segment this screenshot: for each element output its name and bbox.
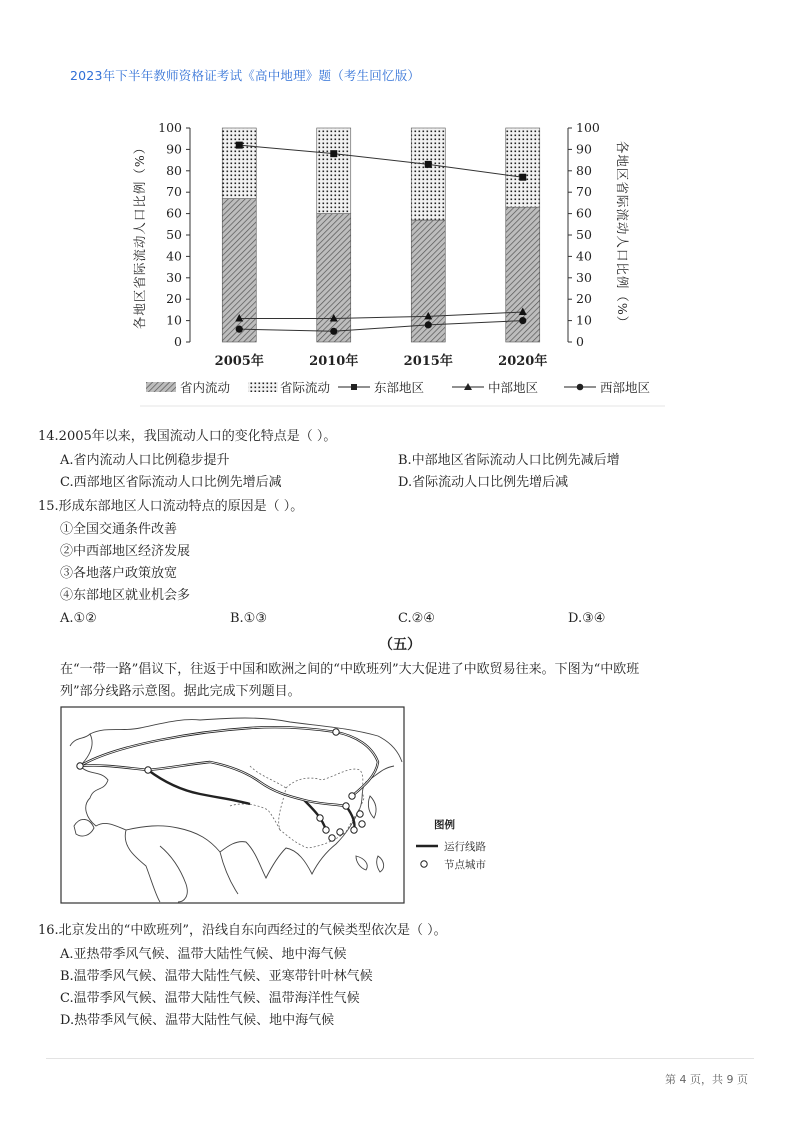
y-tick-label-right: 20 [576, 291, 592, 307]
q14-option-b[interactable]: B.中部地区省际流动人口比例先减后增 [398, 453, 620, 468]
section-title: （五） [379, 637, 421, 653]
bar-inter-province [317, 128, 351, 214]
x-tick-label: 2005年 [214, 354, 264, 369]
point-west [330, 328, 337, 335]
y-tick-label-right: 60 [576, 205, 592, 221]
q15-option-c[interactable]: C.②④ [398, 611, 435, 626]
y-axis-label-left: 各地区省际流动人口比例（%） [132, 140, 147, 330]
legend-marker-east [351, 384, 357, 390]
legend-swatch-intra [146, 382, 176, 392]
y-tick-label-right: 70 [576, 184, 592, 200]
y-axis-label-right: 各地区省际流动人口比例（%） [615, 140, 630, 330]
legend-node-city-icon [421, 861, 427, 867]
q16-option-c[interactable]: C.温带季风气候、温带大陆性气候、温带海洋性气候 [60, 991, 360, 1006]
x-tick-label: 2020年 [498, 354, 548, 369]
line-series-2 [239, 321, 523, 332]
chart-legend [146, 380, 650, 395]
y-tick-label-right: 40 [576, 248, 592, 264]
q15-stem: 15.形成东部地区人口流动特点的原因是（ ）。 [38, 499, 304, 514]
q15-item-3: ③各地落户政策放宽 [60, 566, 178, 581]
y-tick-label-left: 40 [166, 248, 182, 264]
railway-route-map [60, 706, 500, 906]
y-tick-label-right: 90 [576, 141, 592, 157]
y-tick-label-left: 50 [166, 227, 182, 242]
y-tick-label-right: 0 [576, 334, 584, 349]
y-tick-label-right: 100 [576, 120, 600, 135]
q14-stem: 14.2005年以来，我国流动人口的变化特点是（ ）。 [38, 429, 337, 444]
point-west [236, 326, 243, 333]
q15-option-d[interactable]: D.③④ [568, 611, 606, 626]
legend-label-west: 西部地区 [600, 380, 651, 395]
y-tick-label-left: 10 [166, 312, 182, 328]
legend-label-east: 东部地区 [374, 380, 425, 395]
intro-line-1: 在“一带一路”倡议下，往返于中国和欧洲之间的“中欧班列”大大促进了中欧贸易往来。下图为“中欧班 [60, 662, 640, 677]
q15-item-2: ②中西部地区经济发展 [60, 544, 191, 559]
point-east [236, 142, 243, 149]
migration-chart [130, 110, 680, 410]
bar-intra-province [317, 214, 351, 342]
map-legend-title: 图例 [434, 819, 455, 831]
y-tick-label-left: 70 [166, 184, 182, 200]
y-tick-label-left: 60 [166, 205, 182, 221]
y-tick-label-right: 50 [576, 227, 592, 242]
intro-line-2: 列”部分线路示意图。据此完成下列题目。 [60, 684, 301, 699]
legend-label-central: 中部地区 [488, 380, 539, 395]
page-number: 第 4 页，共 9 页 [665, 1073, 748, 1086]
line-series-1 [239, 312, 523, 318]
legend-swatch-inter [248, 382, 278, 392]
map-legend [416, 818, 486, 871]
q15-option-a[interactable]: A.①② [60, 611, 97, 626]
y-tick-label-left: 0 [174, 334, 182, 349]
y-tick-label-right: 80 [576, 162, 592, 178]
q16-option-a[interactable]: A.亚热带季风气候、温带大陆性气候、地中海气候 [60, 947, 347, 962]
line-series-0 [239, 145, 523, 177]
point-east [425, 161, 432, 168]
y-tick-label-right: 30 [576, 269, 592, 285]
point-west [425, 321, 432, 328]
y-tick-label-left: 80 [166, 162, 182, 178]
x-tick-label: 2015年 [403, 354, 453, 369]
x-tick-label: 2010年 [309, 354, 359, 369]
bar-inter-province [222, 128, 256, 199]
q15-option-b[interactable]: B.①③ [230, 611, 267, 626]
y-tick-label-left: 20 [166, 291, 182, 307]
bar-inter-province [411, 128, 445, 220]
footer-divider [46, 1058, 754, 1059]
legend-marker-west [577, 384, 584, 391]
point-east [330, 150, 337, 157]
document-header: 2023年下半年教师资格证考试《高中地理》题（考生回忆版） [70, 68, 421, 83]
map-legend-node: 节点城市 [444, 859, 486, 871]
q16-option-d[interactable]: D.热带季风气候、温带大陆性气候、地中海气候 [60, 1013, 335, 1028]
q16-option-b[interactable]: B.温带季风气候、温带大陆性气候、亚寒带针叶林气候 [60, 969, 373, 984]
q15-item-1: ①全国交通条件改善 [60, 522, 178, 537]
q14-option-d[interactable]: D.省际流动人口比例先增后减 [398, 475, 569, 490]
point-east [519, 174, 526, 181]
legend-label-inter: 省际流动 [280, 380, 331, 395]
bar-inter-province [506, 128, 540, 207]
legend-label-intra: 省内流动 [180, 380, 231, 395]
q14-option-c[interactable]: C.西部地区省际流动人口比例先增后减 [60, 475, 282, 490]
q15-item-4: ④东部地区就业机会多 [60, 588, 191, 603]
y-tick-label-left: 90 [166, 141, 182, 157]
y-tick-label-left: 100 [158, 120, 182, 135]
map-legend-route: 运行线路 [444, 841, 486, 853]
y-tick-label-right: 10 [576, 312, 592, 328]
q16-stem: 16.北京发出的“中欧班列”，沿线自东向西经过的气候类型依次是（ ）。 [38, 923, 447, 938]
y-tick-label-left: 30 [166, 269, 182, 285]
point-west [519, 317, 526, 324]
q14-option-a[interactable]: A.省内流动人口比例稳步提升 [60, 453, 230, 468]
